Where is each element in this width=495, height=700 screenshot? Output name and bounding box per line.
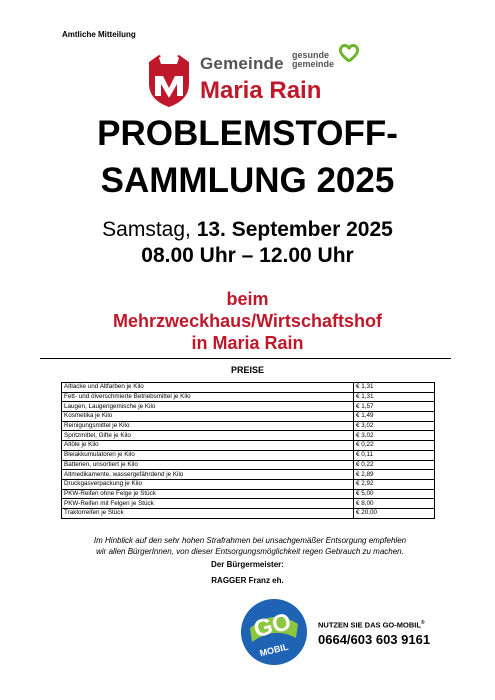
price-row	[62, 431, 435, 441]
location-line-3: in Maria Rain	[191, 333, 304, 353]
price-value: € 5,00	[354, 489, 435, 499]
price-table	[61, 382, 435, 519]
price-row	[62, 489, 435, 499]
go-mobil-cta	[318, 620, 425, 630]
price-row	[62, 470, 435, 480]
price-item: Kosmetika je Kilo	[62, 412, 354, 422]
price-item: Fett- und ölverschmierte Betriebsmittel je Kilo	[62, 392, 354, 402]
price-value: € 1,57	[354, 402, 435, 412]
go-mobil-logo-icon	[240, 598, 308, 666]
go-mobil-phone: 0664/603 603 9161	[318, 632, 431, 647]
price-value: € 2,92	[354, 479, 435, 489]
price-row	[62, 392, 435, 402]
price-row	[62, 441, 435, 451]
price-row	[62, 479, 435, 489]
price-item: Altlacke und Altfarben je Kilo	[62, 383, 354, 393]
price-value: € 0,11	[354, 450, 435, 460]
price-item: Laugen, Laugengemische je Kilo	[62, 402, 354, 412]
go-mobil-logo-subtext: MOBIL	[258, 641, 290, 659]
location-line-2: Mehrzweckhaus/Wirtschaftshof	[113, 311, 382, 331]
heart-icon	[339, 44, 359, 62]
price-item: Bleiakkumulatoren je Kilo	[62, 450, 354, 460]
logo-word: Gemeinde	[200, 54, 284, 73]
price-item: Altöle je Kilo	[62, 441, 354, 451]
mayor-label: Der Bürgermeister:	[211, 560, 284, 569]
price-row	[62, 383, 435, 393]
page-title-line-1: PROBLEMSTOFF-	[97, 114, 398, 153]
price-row	[62, 499, 435, 509]
price-row	[62, 460, 435, 470]
price-value: € 0,22	[354, 441, 435, 451]
price-item: PKW-Reifen ohne Felge je Stück	[62, 489, 354, 499]
disposal-hint	[42, 535, 458, 557]
price-value: € 2,89	[354, 470, 435, 480]
price-row	[62, 402, 435, 412]
event-time: 08.00 Uhr – 12.00 Uhr	[141, 244, 354, 267]
event-weekday: Samstag,	[102, 218, 197, 241]
registered-mark: ®	[420, 620, 425, 626]
price-row	[62, 412, 435, 422]
go-mobil-logo-text: GO	[251, 608, 294, 644]
price-row	[62, 508, 435, 518]
price-value: € 3,02	[354, 431, 435, 441]
official-notice-label: Amtliche Mitteilung	[62, 30, 136, 39]
event-date	[0, 218, 495, 242]
price-row	[62, 421, 435, 431]
price-item: Reinigungsmittel je Kilo	[62, 421, 354, 431]
logo-tagline-2: gemeinde	[292, 59, 335, 69]
prices-heading: PREISE	[230, 365, 264, 375]
price-value: € 3,02	[354, 421, 435, 431]
mayor-name: RAGGER Franz eh.	[211, 576, 284, 585]
coat-of-arms-icon	[143, 52, 195, 108]
price-value: € 1,31	[354, 383, 435, 393]
price-item: PKW-Reifen mit Felgen je Stück	[62, 499, 354, 509]
hint-line-1: Im Hinblick auf den sehr hohen Strafrahmen bei unsachgemäßer Entsorgung empfehlen	[93, 536, 407, 545]
price-row	[62, 450, 435, 460]
location-line-1: beim	[226, 289, 269, 309]
price-item: Traktorreifen je Stück	[62, 508, 354, 518]
logo-town-name: Maria Rain	[200, 77, 322, 104]
price-item: Spritzmittel, Gifte je Kilo	[62, 431, 354, 441]
price-value: € 20,00	[354, 508, 435, 518]
page-title-line-2: SAMMLUNG 2025	[100, 161, 395, 200]
price-value: € 1,31	[354, 392, 435, 402]
go-mobil-cta-text: NUTZEN SIE DAS GO-MOBIL	[318, 620, 421, 630]
price-item: Batterien, unsortiert je Kilo	[62, 460, 354, 470]
logo-tagline	[292, 51, 334, 69]
divider	[40, 358, 451, 359]
hint-line-2: wir allen BürgerInnen, von dieser Entsorgungsmöglichkeit regen Gebrauch zu machen.	[96, 547, 404, 556]
price-item: Druckgasverpackung je Kilo	[62, 479, 354, 489]
logo-tagline-1: gesunde	[292, 50, 330, 60]
price-value: € 1,49	[354, 412, 435, 422]
municipality-logo	[143, 44, 353, 108]
price-item: Altmedikamente, wassergefährdend je Kilo	[62, 470, 354, 480]
event-date-bold: 13. September 2025	[196, 218, 393, 241]
price-value: € 8,00	[354, 499, 435, 509]
price-value: € 0,22	[354, 460, 435, 470]
